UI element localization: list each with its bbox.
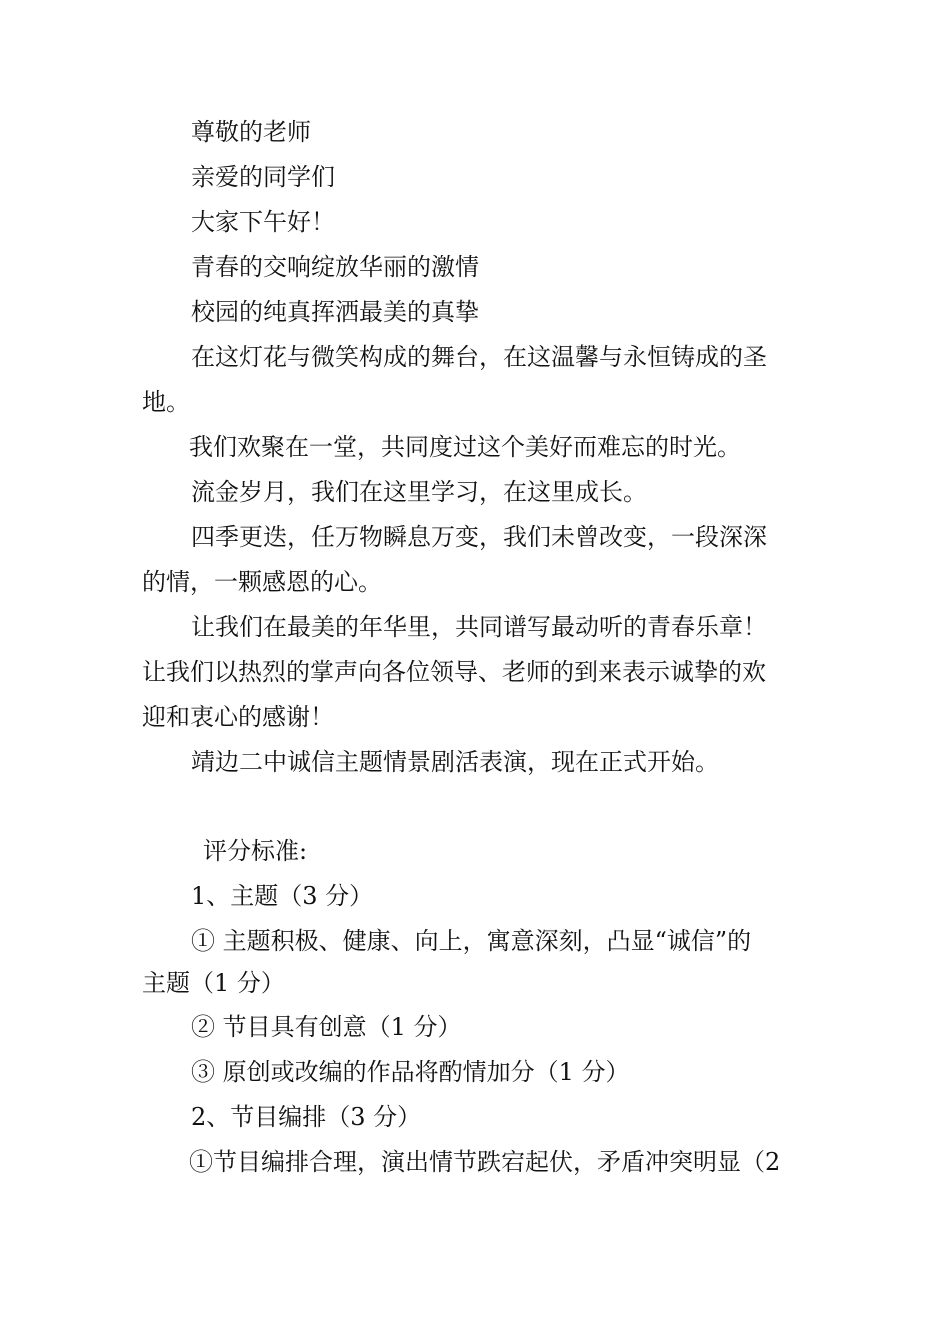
speech-line: 青春的交响绽放华丽的激情 — [191, 253, 479, 281]
criteria-line: ①节目编排合理，演出情节跌宕起伏，矛盾冲突明显（2 — [189, 1148, 781, 1176]
speech-line: 尊敬的老师 — [191, 118, 311, 146]
speech-line: 迎和衷心的感谢！ — [142, 703, 334, 731]
criteria-heading: 评分标准: — [203, 837, 308, 865]
speech-line: 让我们在最美的年华里，共同谱写最动听的青春乐章！ — [191, 613, 767, 641]
criteria-line: ① 主题积极、健康、向上，寓意深刻，凸显“诚信”的 — [191, 927, 752, 955]
speech-line: 四季更迭，任万物瞬息万变，我们未曾改变，一段深深 — [191, 523, 767, 551]
speech-line: 地。 — [142, 388, 190, 416]
criteria-line: 1、主题（3 分） — [191, 882, 374, 910]
speech-line: 的情，一颗感恩的心。 — [142, 568, 382, 596]
speech-line: 在这灯花与微笑构成的舞台，在这温馨与永恒铸成的圣 — [191, 343, 767, 371]
criteria-line: ② 节目具有创意（1 分） — [191, 1013, 462, 1041]
speech-line: 大家下午好！ — [191, 208, 335, 236]
speech-line: 让我们以热烈的掌声向各位领导、老师的到来表示诚挚的欢 — [142, 658, 766, 686]
speech-line: 亲爱的同学们 — [191, 163, 335, 191]
criteria-line: ③ 原创或改编的作品将酌情加分（1 分） — [191, 1058, 630, 1086]
criteria-line: 2、节目编排（3 分） — [191, 1103, 422, 1131]
speech-line: 流金岁月，我们在这里学习，在这里成长。 — [191, 478, 647, 506]
speech-line: 校园的纯真挥洒最美的真挚 — [191, 298, 479, 326]
speech-line: 靖边二中诚信主题情景剧活表演，现在正式开始。 — [191, 748, 719, 776]
speech-line: 我们欢聚在一堂，共同度过这个美好而难忘的时光。 — [189, 433, 741, 461]
criteria-line: 主题（1 分） — [142, 969, 285, 997]
